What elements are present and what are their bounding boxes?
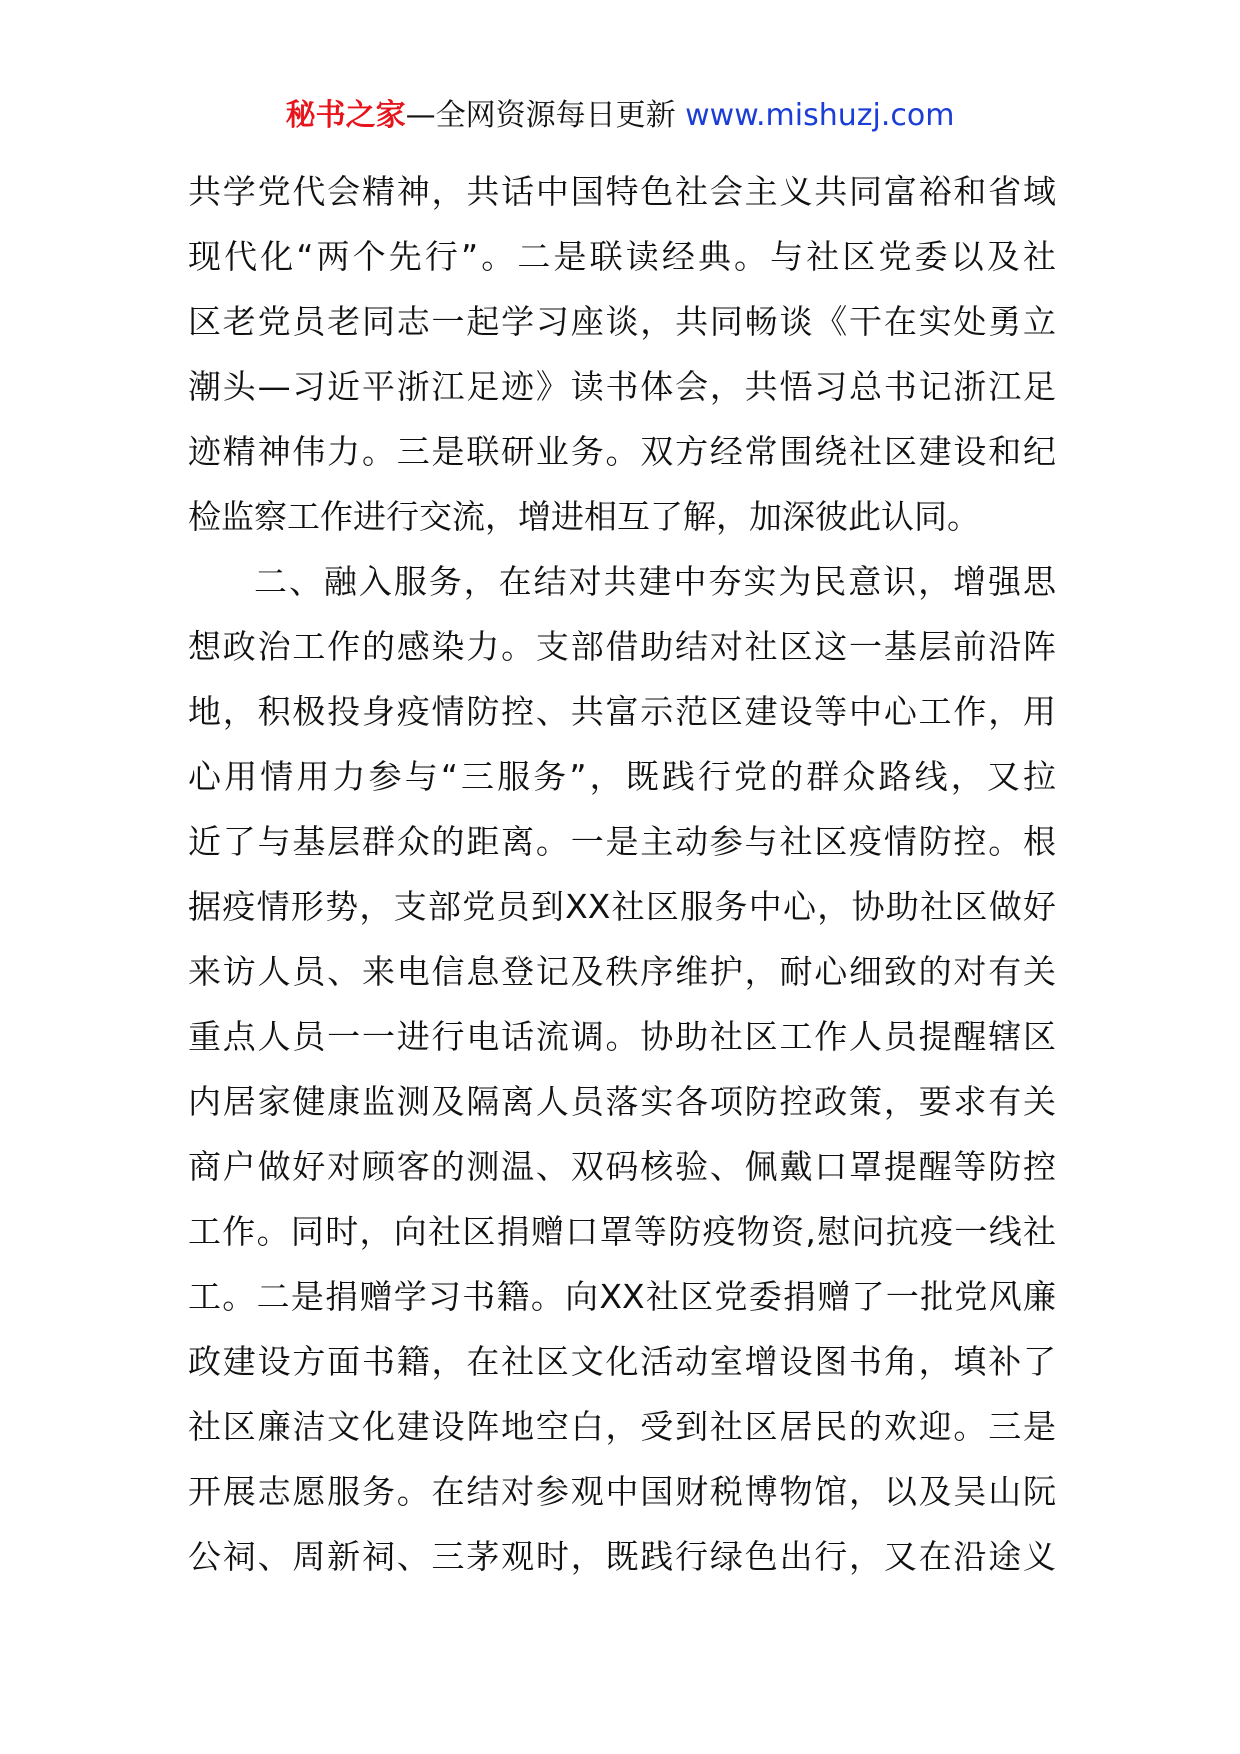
body-line: 近了与基层群众的距离。一是主动参与社区疫情防控。根 <box>188 822 1056 861</box>
body-line: 检监察工作进行交流，增进相互了解，加深彼此认同。 <box>188 497 980 536</box>
body-line: 迹精神伟力。三是联研业务。双方经常围绕社区建设和纪 <box>188 432 1056 471</box>
body-line: 区老党员老同志一起学习座谈，共同畅谈《干在实处勇立 <box>188 302 1056 341</box>
body-line: 心用情用力参与“三服务”，既践行党的群众路线，又拉 <box>188 757 1056 796</box>
body-line: 潮头—习近平浙江足迹》读书体会，共悟习总书记浙江足 <box>188 367 1056 406</box>
body-line: 内居家健康监测及隔离人员落实各项防控政策，要求有关 <box>188 1082 1056 1121</box>
body-line: 地，积极投身疫情防控、共富示范区建设等中心工作，用 <box>188 692 1056 731</box>
body-line: 重点人员一一进行电话流调。协助社区工作人员提醒辖区 <box>188 1017 1056 1056</box>
body-line: 商户做好对顾客的测温、双码核验、佩戴口罩提醒等防控 <box>188 1147 1056 1186</box>
page-header <box>0 96 1240 136</box>
section-heading-line: 二、融入服务，在结对共建中夯实为民意识，增强思 <box>254 562 1056 601</box>
site-tagline: —全网资源每日更新 <box>405 98 676 133</box>
body-line: 来访人员、来电信息登记及秩序维护，耐心细致的对有关 <box>188 952 1056 991</box>
body-line: 社区廉洁文化建设阵地空白，受到社区居民的欢迎。三是 <box>188 1407 1056 1446</box>
body-line: 现代化“两个先行”。二是联读经典。与社区党委以及社 <box>188 237 1056 276</box>
site-url-link[interactable]: www.mishuzj.com <box>685 98 955 133</box>
site-brand: 秘书之家 <box>285 98 406 133</box>
body-line: 想政治工作的感染力。支部借助结对社区这一基层前沿阵 <box>188 627 1056 666</box>
body-line: 工。二是捐赠学习书籍。向XX社区党委捐赠了一批党风廉 <box>188 1277 1056 1316</box>
body-line: 开展志愿服务。在结对参观中国财税博物馆，以及吴山阮 <box>188 1472 1056 1511</box>
body-line: 政建设方面书籍，在社区文化活动室增设图书角，填补了 <box>188 1342 1056 1381</box>
body-line: 工作。同时，向社区捐赠口罩等防疫物资,慰问抗疫一线社 <box>188 1212 1056 1251</box>
body-line: 共学党代会精神，共话中国特色社会主义共同富裕和省域 <box>188 172 1056 211</box>
body-line: 公祠、周新祠、三茅观时，既践行绿色出行，又在沿途义 <box>188 1537 1056 1576</box>
document-body <box>188 162 1056 1592</box>
body-line: 据疫情形势，支部党员到XX社区服务中心，协助社区做好 <box>188 887 1056 926</box>
